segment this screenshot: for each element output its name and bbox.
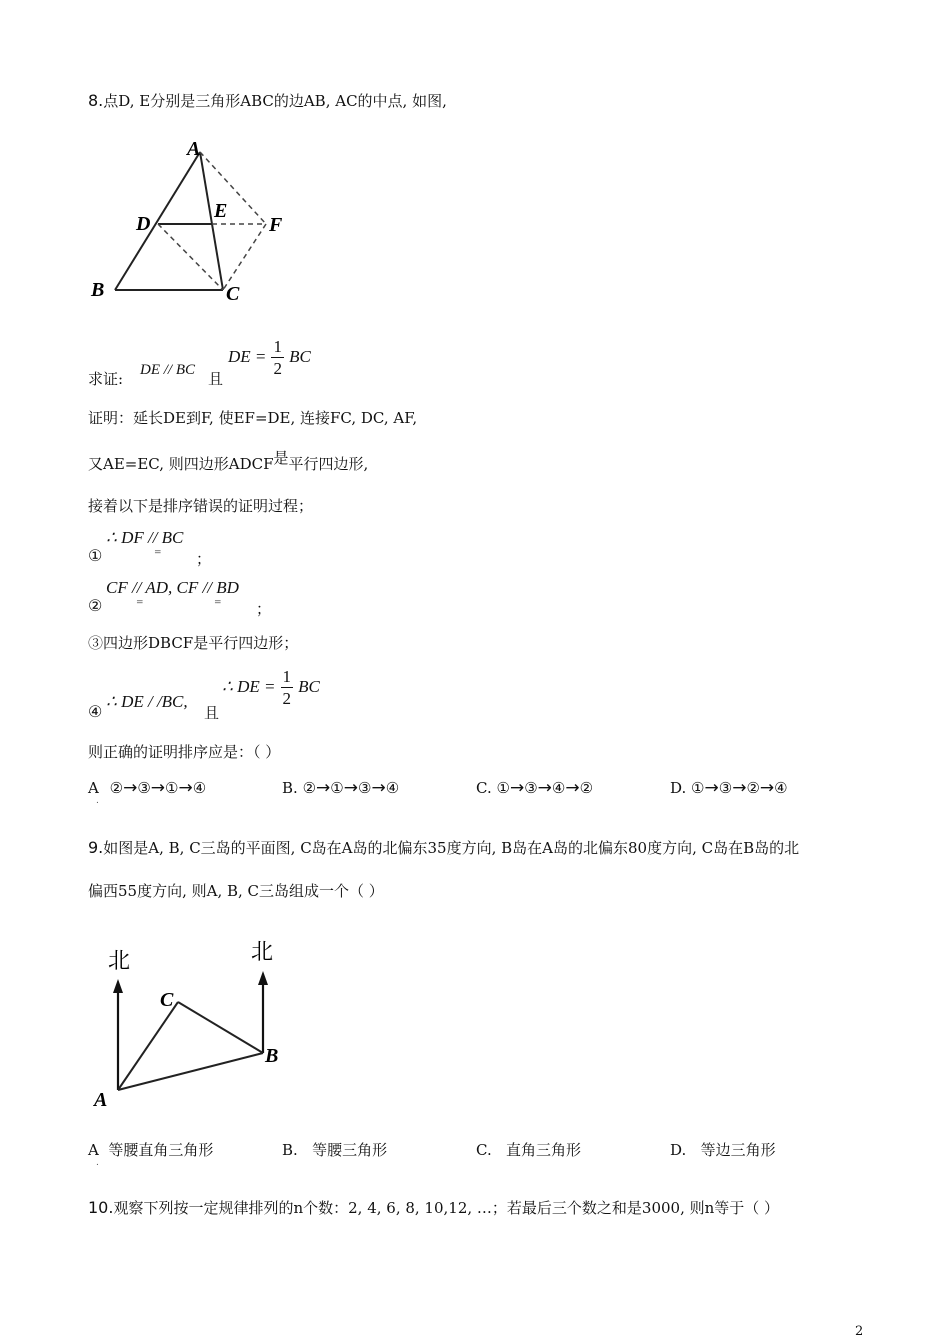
- arrow-icon: →: [371, 778, 386, 798]
- north-label-right: 北: [251, 940, 274, 965]
- q9-stem-line-1: [88, 837, 799, 858]
- q8-option-b-step: ③: [357, 779, 372, 797]
- q9-option-d-text: 等边三角形: [700, 1141, 776, 1159]
- arrow-icon: →: [343, 778, 358, 798]
- q8-option-a-step: ④: [192, 779, 207, 797]
- q8-option-a-step: ①: [165, 779, 179, 797]
- q8-option-b-step: ④: [385, 779, 400, 797]
- q9-option-d-label: D.: [670, 1141, 687, 1159]
- label-D: D: [136, 213, 151, 235]
- label-A: A: [187, 138, 201, 160]
- step-4-den: 2: [282, 689, 292, 708]
- q10-stem: [88, 1197, 779, 1218]
- q9-option-a[interactable]: [88, 1139, 213, 1160]
- page-number: 2: [855, 1324, 864, 1339]
- q8-question: 则正确的证明排序应是：（ ）: [88, 743, 281, 761]
- q9-option-dot: .: [96, 1158, 99, 1168]
- q8-option-d-step: ④: [774, 779, 788, 797]
- q8-option-c-step: ②: [579, 779, 594, 797]
- q8-option-b[interactable]: [282, 778, 399, 798]
- step-1-eq: =: [154, 548, 162, 558]
- q8-option-b-label: B.: [282, 779, 298, 797]
- q9-number: 9.: [88, 838, 104, 857]
- arrow-icon: →: [537, 778, 552, 798]
- q9-stem-text-1: 如图是A, B, C三岛的平面图, C岛在A岛的北偏东35度方向, B岛在A岛的北偏东80度方向, C岛在B岛的北: [103, 839, 800, 857]
- step-3: ③四边形DBCF是平行四边形；: [88, 634, 299, 652]
- north-arrowhead-left: [113, 979, 123, 993]
- q9-option-b[interactable]: [282, 1139, 387, 1160]
- step-2-eq2: =: [214, 598, 222, 608]
- arrow-icon: →: [704, 778, 719, 798]
- q8-figure: [88, 138, 298, 308]
- proof-line-2c: 平行四边形,: [288, 455, 369, 473]
- step-4-and: 且: [204, 704, 220, 722]
- q8-option-a[interactable]: [88, 778, 206, 798]
- proof-line-3: 接着以下是排序错误的证明过程；: [88, 497, 314, 515]
- step-4-equation: [222, 668, 320, 707]
- step-1-number: ①: [88, 546, 103, 565]
- segment-AB: [115, 152, 200, 290]
- segment-FC: [223, 224, 266, 290]
- q8-option-a-step: ③: [137, 779, 151, 797]
- label-E: E: [214, 200, 228, 222]
- step-2-math: CF // AD, CF // BD: [106, 578, 239, 597]
- step-1-semicolon: ；: [196, 550, 212, 568]
- q9-option-a-label: A: [88, 1141, 99, 1159]
- step-4-rhs: BC: [298, 677, 320, 696]
- q8-option-c-label: C.: [476, 779, 492, 797]
- step-2: [88, 578, 328, 618]
- label-B: B: [265, 1045, 279, 1067]
- half-num: 1: [273, 337, 282, 356]
- prove-rhs: BC: [289, 347, 311, 366]
- prove-and: 且: [208, 370, 224, 388]
- arrow-icon: →: [178, 778, 193, 798]
- step-4-fraction: [281, 668, 294, 707]
- arrow-icon: →: [732, 778, 747, 798]
- q8-option-d[interactable]: [670, 778, 788, 798]
- arrow-icon: →: [123, 778, 138, 798]
- prove-label: 求证:: [88, 370, 124, 388]
- proof-line-2b: 是: [273, 449, 289, 467]
- arrow-icon: →: [150, 778, 166, 798]
- q9-option-c-text: 直角三角形: [506, 1141, 582, 1159]
- proof-line-1: 证明：延长DE到F, 使EF=DE, 连接FC, DC, AF,: [88, 409, 418, 427]
- step-4-number: ④: [88, 702, 103, 721]
- label-C: C: [160, 989, 174, 1011]
- half-den: 2: [273, 359, 282, 378]
- q8-option-b-step: ①: [330, 779, 344, 797]
- q8-option-c-step: ①: [496, 779, 510, 797]
- arrow-icon: →: [759, 778, 775, 798]
- q8-option-d-label: D.: [670, 779, 687, 797]
- q9-option-d[interactable]: [670, 1139, 776, 1160]
- step-4: [88, 668, 348, 720]
- step-4-math1: ∴ DE / /BC,: [106, 692, 188, 711]
- q9-option-a-text: 等腰直角三角形: [108, 1141, 214, 1159]
- q8-option-c-step: ③: [524, 779, 538, 797]
- q10-stem-text: 观察下列按一定规律排列的n个数：2, 4, 6, 8, 10,12, …；若最后三个数之和是3000, 则n等于（ ）: [113, 1199, 780, 1217]
- q8-stem: [88, 90, 447, 111]
- q9-figure: [88, 935, 298, 1110]
- q8-option-c[interactable]: [476, 778, 593, 798]
- step-4-lhs: ∴ DE =: [222, 677, 276, 696]
- half-fraction: [271, 338, 284, 377]
- step-2-semicolon: ；: [256, 600, 272, 618]
- label-A: A: [94, 1089, 108, 1110]
- step-1: [88, 528, 288, 568]
- arrow-icon: →: [565, 778, 580, 798]
- q8-option-d-step: ②: [746, 779, 760, 797]
- step-1-math: ∴ DF // BC: [106, 528, 184, 547]
- north-label-left: 北: [108, 949, 131, 974]
- prove-lhs: DE =: [228, 347, 267, 366]
- north-arrowhead-right: [258, 971, 268, 985]
- q9-stem-line-2: 偏西55度方向, 则A, B, C三岛组成一个（ ）: [88, 882, 384, 900]
- prove-cond1: DE // BC: [140, 362, 195, 378]
- q9-option-b-label: B.: [282, 1141, 298, 1159]
- proof-line-2: [88, 449, 369, 474]
- q8-option-a-label: A: [88, 779, 99, 797]
- arrow-icon: →: [509, 778, 525, 798]
- q9-option-b-text: 等腰三角形: [312, 1141, 388, 1159]
- q8-option-d-step: ③: [718, 779, 733, 797]
- arrow-icon: →: [316, 778, 331, 798]
- q10-number: 10.: [88, 1198, 114, 1217]
- q8-option-b-step: ②: [302, 779, 317, 797]
- step-2-number: ②: [88, 596, 103, 615]
- q8-option-d-step: ①: [691, 779, 705, 797]
- q9-option-c-label: C.: [476, 1141, 492, 1159]
- segment-CB: [178, 1002, 263, 1053]
- q8-number: 8.: [88, 91, 104, 110]
- step-4-num: 1: [282, 667, 292, 686]
- q9-option-c[interactable]: [476, 1139, 581, 1160]
- q8-stem-text: 点D, E分别是三角形ABC的边AB, AC的中点, 如图,: [103, 92, 447, 110]
- q8-option-a-step: ②: [109, 779, 124, 797]
- q8-option-c-step: ④: [551, 779, 566, 797]
- q8-option-dot: .: [96, 796, 99, 806]
- label-F: F: [269, 214, 283, 236]
- label-B: B: [91, 279, 105, 301]
- proof-line-2a: 又AE=EC, 则四边形ADCF: [88, 455, 274, 473]
- step-2-eq1: =: [136, 598, 144, 608]
- label-C: C: [226, 283, 240, 305]
- prove-equation: [228, 338, 311, 377]
